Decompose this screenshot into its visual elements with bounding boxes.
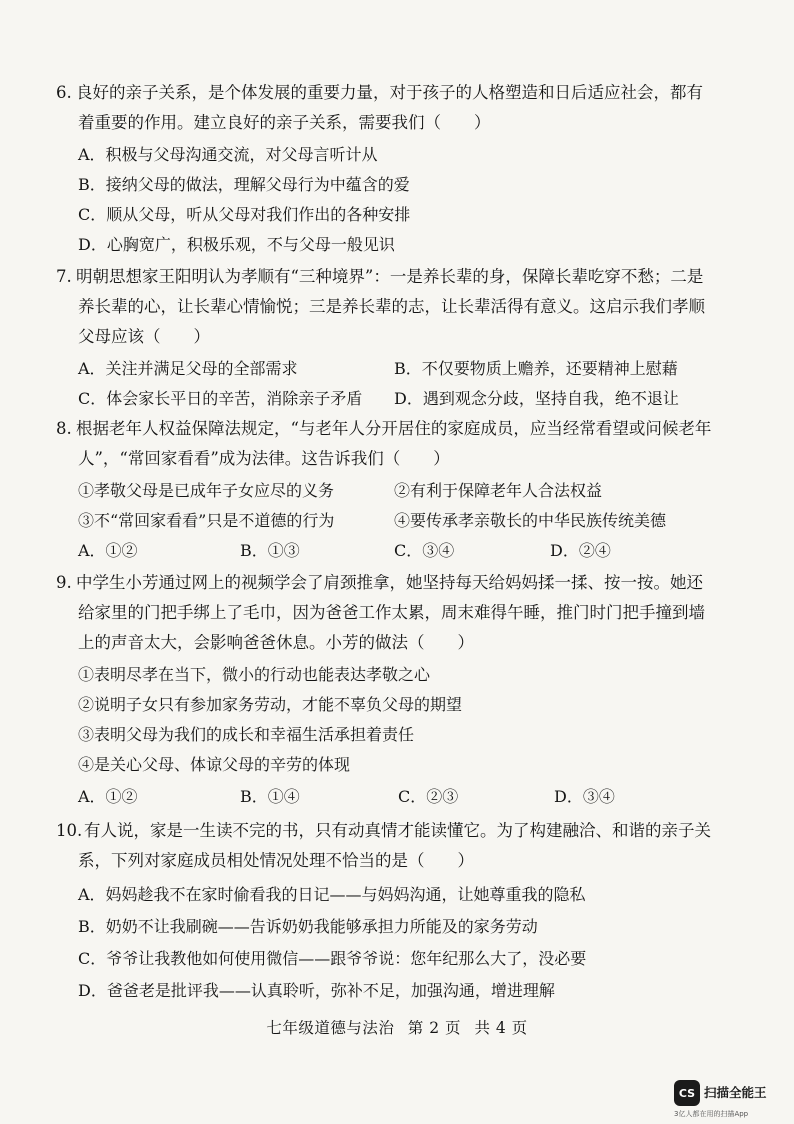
statement-1: ①孝敬父母是已成年子女应尽的义务 (78, 481, 335, 500)
statement-4: ④要传承孝亲敬长的中华民族传统美德 (394, 511, 667, 530)
option-d: D．心胸宽广，积极乐观，不与父母一般见识 (78, 235, 395, 254)
question-stem: 明朝思想家王阳明认为孝顺有“三种境界”：一是养长辈的身，保障长辈吃穿不愁；二是 (76, 267, 704, 286)
question-stem: 根据老年人权益保障法规定，“与老年人分开居住的家庭成员，应当经常看望或问候老年 (76, 419, 712, 438)
option-b: B．奶奶不让我刷碗——告诉奶奶我能够承担力所能及的家务劳动 (78, 917, 538, 936)
option-b: B．①④ (240, 787, 300, 806)
question-number: 6. (56, 83, 72, 102)
option-d: D．爸爸老是批评我——认真聆听，弥补不足，加强沟通，增进理解 (78, 981, 555, 1000)
question-number: 8. (56, 419, 72, 438)
question-stem: 着重要的作用。建立良好的亲子关系，需要我们（ ） (78, 113, 491, 132)
watermark-name: 扫描全能王 (704, 1085, 767, 1100)
option-a: A．积极与父母沟通交流，对父母言听计从 (78, 145, 378, 164)
question-stem: 良好的亲子关系，是个体发展的重要力量，对于孩子的人格塑造和日后适应社会，都有 (76, 83, 703, 102)
option-a: A．妈妈趁我不在家时偷看我的日记——与妈妈沟通，让她尊重我的隐私 (78, 885, 586, 904)
question-stem: 人”，“常回家看看”成为法律。这告诉我们（ ） (78, 449, 450, 468)
option-d: D．②④ (550, 541, 611, 560)
question-stem: 养长辈的心，让长辈心情愉悦；三是养长辈的志，让长辈活得有意义。这启示我们孝顺 (78, 297, 705, 316)
question-number: 7. (56, 267, 72, 286)
option-d: D．遇到观念分歧，坚持自我，绝不退让 (394, 389, 679, 408)
statement-2: ②有利于保障老年人合法权益 (394, 481, 603, 500)
option-d: D．③④ (554, 787, 615, 806)
option-a: A．①② (78, 787, 138, 806)
scanner-watermark (674, 1080, 786, 1120)
option-c: C．②③ (398, 787, 459, 806)
statement-1: ①表明尽孝在当下，微小的行动也能表达孝敬之心 (78, 665, 431, 684)
option-c: C．顺从父母，听从父母对我们作出的各种安排 (78, 205, 411, 224)
watermark-sub: 3亿人都在用的扫描App (674, 1110, 749, 1118)
question-stem: 给家里的门把手绑上了毛巾，因为爸爸工作太累，周末难得午睡，推门时门把手撞到墙 (78, 603, 705, 622)
page-footer (0, 1016, 794, 1038)
question-10 (56, 816, 736, 876)
statement-4: ④是关心父母、体谅父母的辛劳的体现 (78, 755, 351, 774)
option-a: A．关注并满足父母的全部需求 (78, 359, 298, 378)
option-c: C．体会家长平日的辛苦，消除亲子矛盾 (78, 389, 363, 408)
option-b: B．不仅要物质上赡养，还要精神上慰藉 (394, 359, 678, 378)
option-b: B．①③ (240, 541, 300, 560)
option-c: C．③④ (394, 541, 455, 560)
question-stem: 有人说，家是一生读不完的书，只有动真情才能读懂它。为了构建融洽、和谐的亲子关 (84, 821, 711, 840)
question-stem: 上的声音太大，会影响爸爸休息。小芳的做法（ ） (78, 633, 474, 652)
question-7 (56, 262, 736, 352)
footer-page: 第 2 页 (407, 1019, 461, 1037)
question-9 (56, 568, 736, 658)
question-number: 9. (56, 573, 72, 592)
question-6 (56, 78, 736, 138)
option-c: C．爷爷让我教他如何使用微信——跟爷爷说：您年纪那么大了，没必要 (78, 949, 587, 968)
camscanner-logo-icon: CS (674, 1080, 700, 1106)
statement-3: ③不“常回家看看”只是不道德的行为 (78, 511, 335, 530)
footer-total: 共 4 页 (474, 1019, 528, 1037)
statement-3: ③表明父母为我们的成长和幸福生活承担着责任 (78, 725, 415, 744)
question-stem: 中学生小芳通过网上的视频学会了肩颈推拿，她坚持每天给妈妈揉一揉、按一按。她还 (76, 573, 703, 592)
statement-2: ②说明子女只有参加家务劳动，才能不辜负父母的期望 (78, 695, 463, 714)
question-8 (56, 414, 736, 474)
question-stem: 系，下列对家庭成员相处情况处理不恰当的是（ ） (78, 851, 474, 870)
question-stem: 父母应该（ ） (78, 327, 210, 346)
option-b: B．接纳父母的做法，理解父母行为中蕴含的爱 (78, 175, 410, 194)
question-number: 10. (56, 821, 83, 840)
footer-subject: 七年级道德与法治 (266, 1019, 395, 1037)
option-a: A．①② (78, 541, 138, 560)
